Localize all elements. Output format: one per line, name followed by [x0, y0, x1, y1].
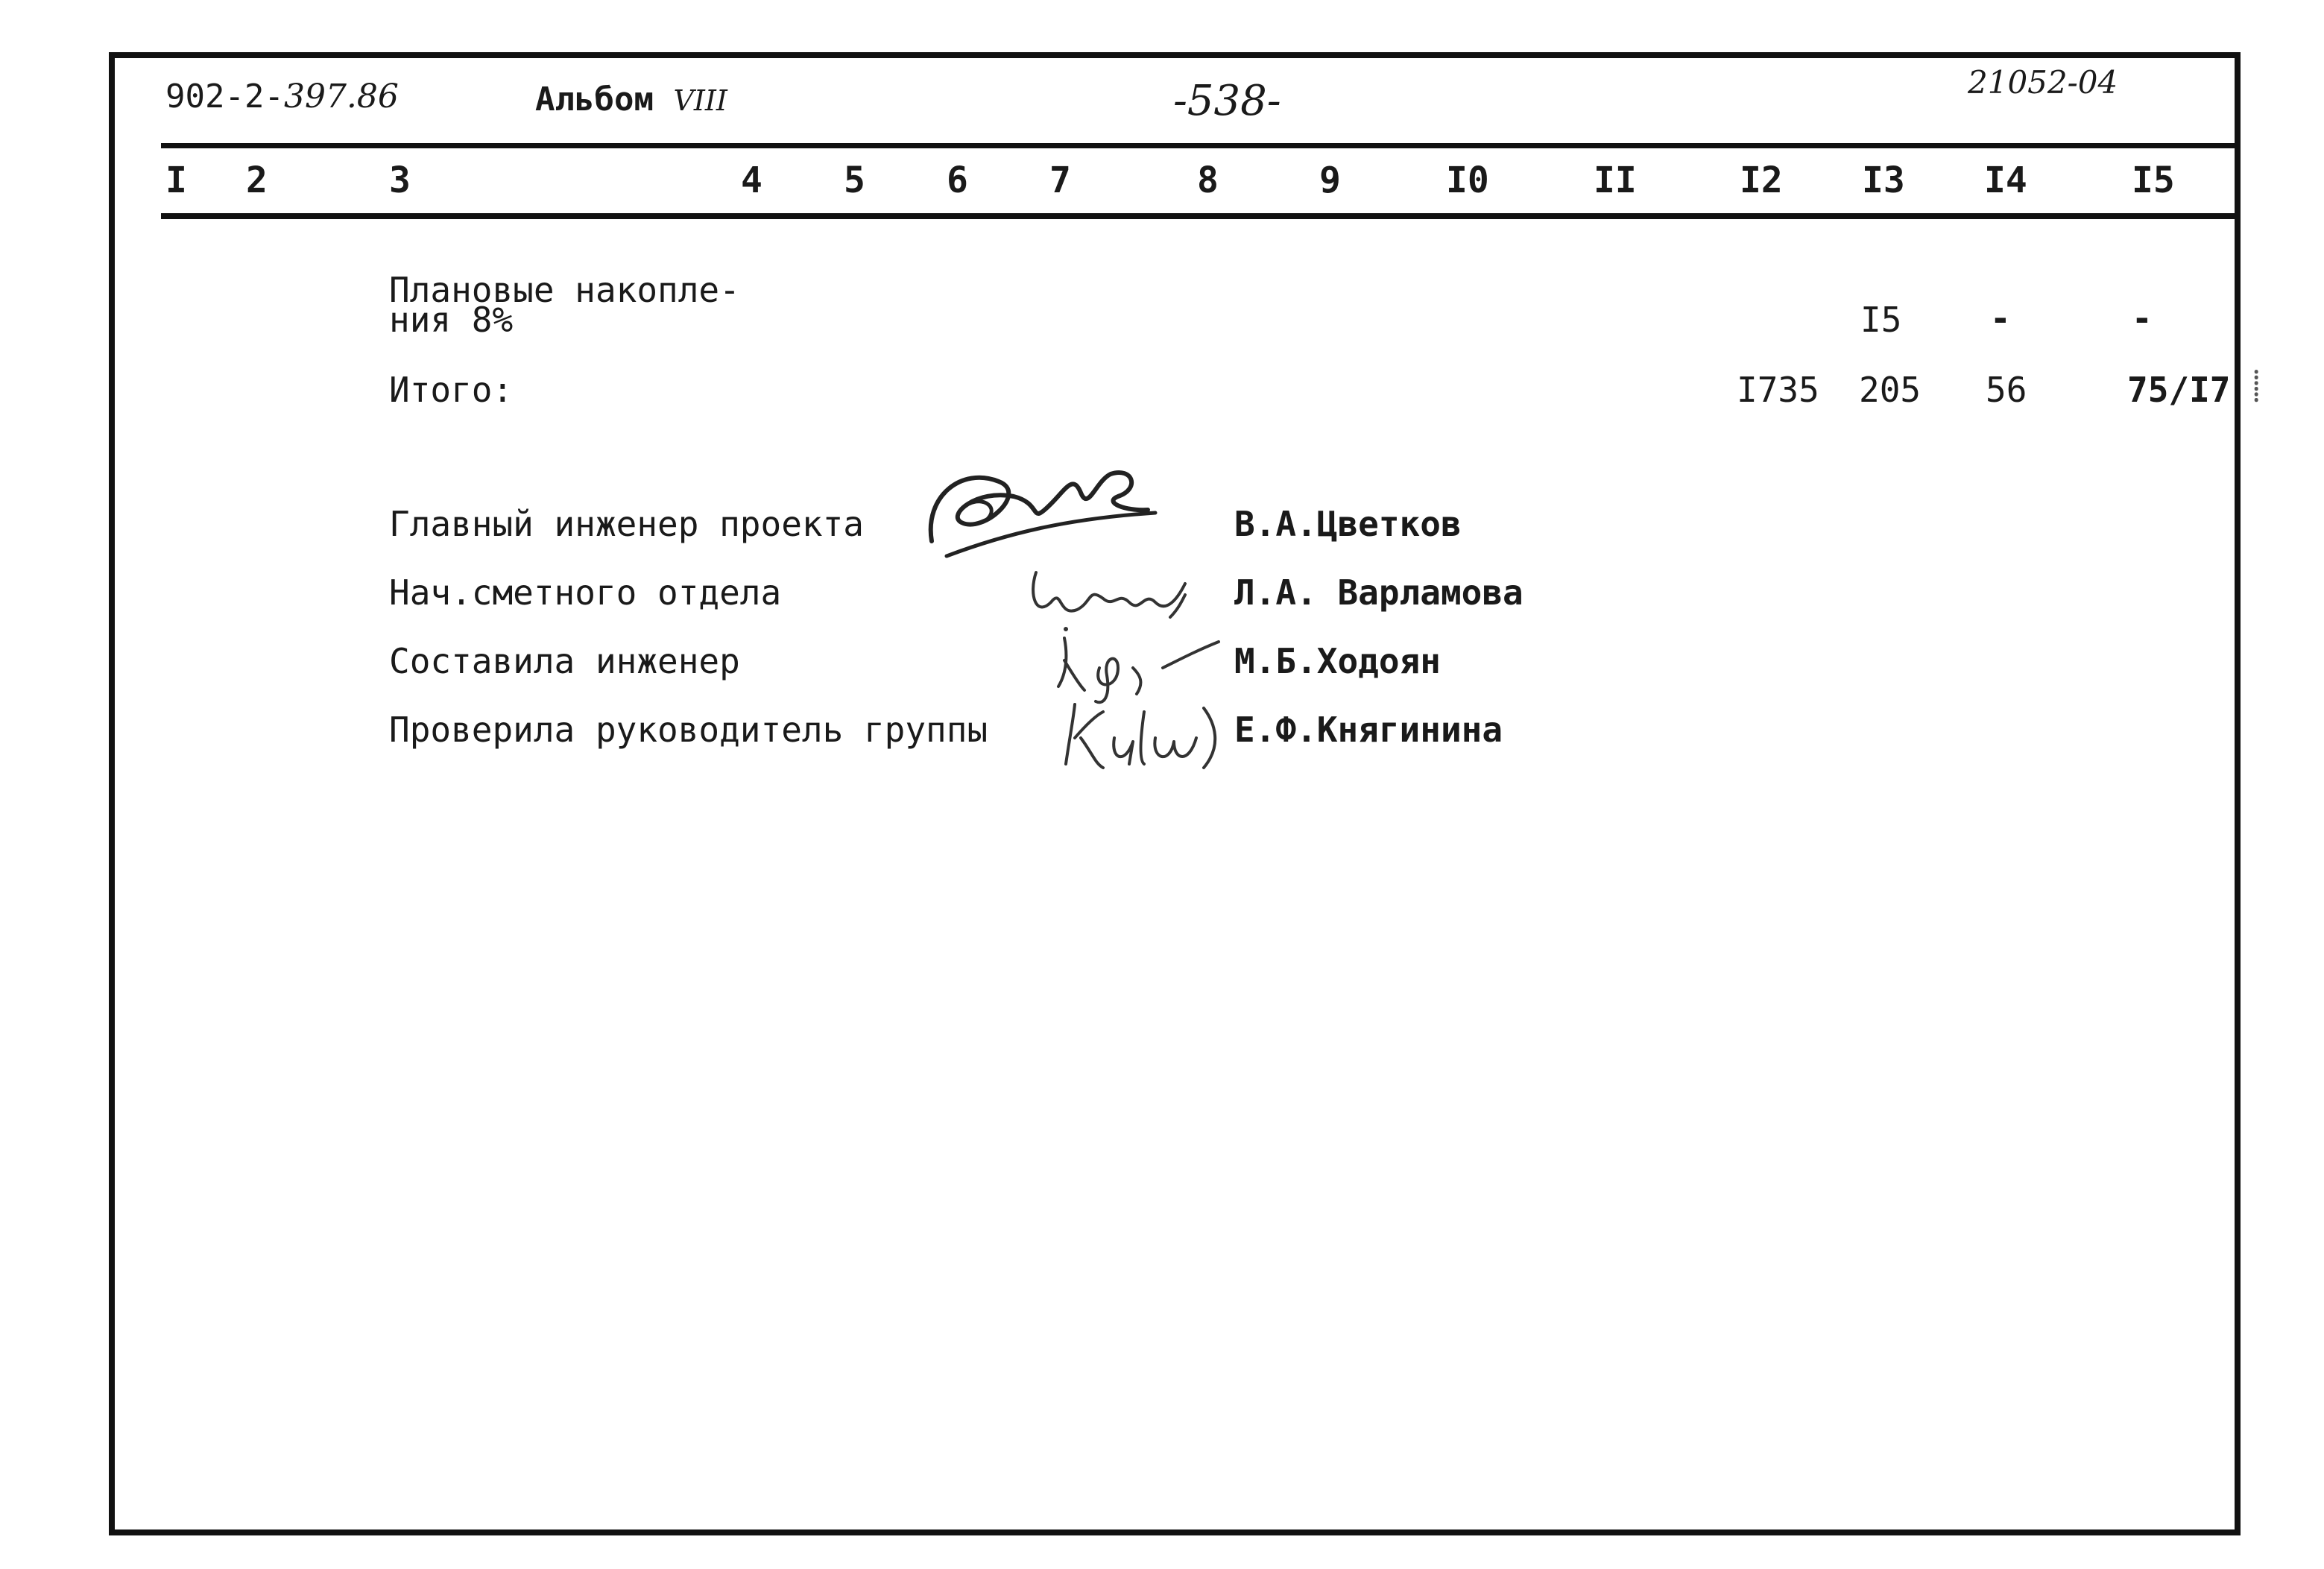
- column-number-3: 3: [389, 160, 411, 201]
- column-number-7: 7: [1049, 160, 1071, 201]
- signer-role-estimate-head: Нач.сметного отдела: [389, 572, 782, 613]
- total-col14: 56: [1986, 370, 2027, 410]
- album-word: Альбом: [535, 80, 654, 119]
- signer-name-estimate-head: Л.А. Варламова: [1234, 572, 1523, 613]
- column-number-13: I3: [1862, 160, 1905, 201]
- album-label: [535, 80, 727, 119]
- column-number-4: 4: [741, 160, 762, 201]
- column-number-15: I5: [2132, 160, 2175, 201]
- column-number-11: II: [1594, 160, 1637, 201]
- planned-label-line2: ния 8%: [389, 300, 514, 340]
- signer-name-chief-engineer: В.А.Цветков: [1234, 504, 1462, 544]
- column-number-10: I0: [1446, 160, 1489, 201]
- series-handwritten: 397.86: [283, 78, 399, 116]
- column-number-8: 8: [1197, 160, 1219, 201]
- signer-role-checker: Проверила руководитель группы: [389, 710, 988, 750]
- signer-name-compiler: М.Б.Ходоян: [1234, 641, 1441, 681]
- signature-checker: [1051, 693, 1230, 775]
- margin-mark: ⸽: [2252, 369, 2261, 403]
- page-number: -538-: [1173, 77, 1281, 125]
- document-number: 21052-04: [1968, 64, 2118, 101]
- planned-col15: -: [2132, 298, 2153, 338]
- column-number-5: 5: [844, 160, 865, 201]
- column-number-12: I2: [1740, 160, 1783, 201]
- header-rule-top: [161, 143, 2238, 148]
- total-label: Итого:: [389, 370, 514, 410]
- album-number: VIII: [673, 84, 727, 117]
- header-rule-bottom: [161, 213, 2238, 219]
- column-number-14: I4: [1984, 160, 2027, 201]
- planned-col13: I5: [1860, 300, 1902, 340]
- signer-role-chief-engineer: Главный инженер проекта: [389, 504, 864, 544]
- total-col13: 205: [1859, 370, 1922, 410]
- total-col12: I735: [1737, 370, 1819, 410]
- planned-label-line1: Плановые накопле-: [389, 270, 740, 310]
- signature-estimate-head: [1021, 558, 1193, 632]
- signer-name-checker: Е.Ф.Княгинина: [1234, 710, 1503, 750]
- column-number-1: I: [165, 160, 187, 201]
- total-col15: 75/I7: [2127, 370, 2231, 410]
- series-number: [165, 78, 399, 116]
- signature-chief-engineer: [917, 452, 1163, 563]
- column-number-2: 2: [246, 160, 268, 201]
- planned-col14: -: [1990, 298, 2011, 338]
- signer-role-compiler: Составила инженер: [389, 641, 740, 681]
- series-prefix: 902-2-: [165, 78, 284, 116]
- column-number-6: 6: [947, 160, 968, 201]
- column-number-9: 9: [1319, 160, 1341, 201]
